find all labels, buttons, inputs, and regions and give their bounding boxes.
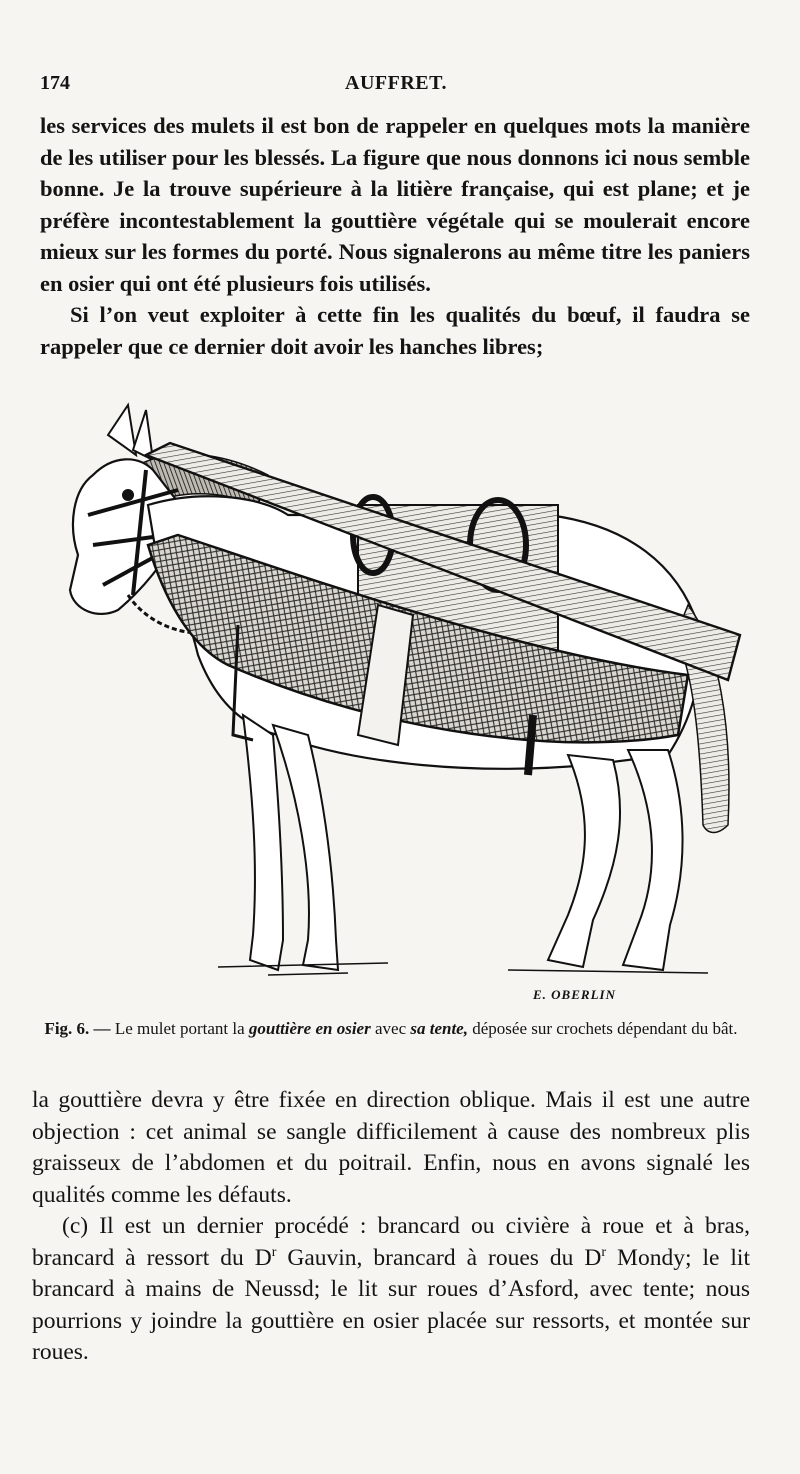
caption-italic: gouttière en osier [248, 1019, 371, 1038]
text-block-bottom [32, 1085, 750, 1369]
caption-text: déposée sur crochets dépendant du bât. [472, 1019, 738, 1038]
text-block-top [40, 110, 750, 362]
running-title: AUFFRET. [345, 72, 447, 94]
text-run: (c) Il est un dernier procédé : brancard ou civière à roue et à bras, brancard à ressort du D [32, 1213, 750, 1271]
page-number: 174 [40, 72, 70, 94]
figure-caption [32, 1017, 750, 1041]
caption-italic: sa tente, [410, 1019, 468, 1038]
superscript: r [601, 1243, 607, 1260]
artist-signature: E. OBERLIN [533, 987, 616, 1002]
paragraph [32, 1211, 750, 1369]
running-head [40, 72, 760, 100]
paragraph: les services des mulets il est bon de rappeler en quelques mots la manière de les utiliser pour les blessés. La figure que nous donnons ici nous semble bonne. Je la trouve supérieure à la litière française, qui est plane; et je préfère incontestablement la gouttière végétale qui se moulerait encore mieux sur les formes du porté. Nous signalerons au même titre les paniers en osier qui ont été plusieurs fois utilisés. [40, 113, 750, 296]
caption-text: avec [374, 1019, 407, 1038]
mule-engraving [28, 395, 758, 1010]
superscript: r [271, 1243, 277, 1260]
caption-label: Fig. 6. — [44, 1019, 111, 1038]
paragraph: la gouttière devra y être fixée en direction oblique. Mais il est une autre objection : cet animal se sangle difficilement à cause des nombreux plis graisseux de l’abdomen et du poitrail. Enfin, nous en avons signalé les qualités comme les défauts. [32, 1087, 750, 1208]
text-run: Gauvin, brancard à roues du D [276, 1244, 602, 1271]
text-run: Mondy; le lit brancard à mains de Neussd; le lit sur roues d’Asford, avec tente; nous pourrions y joindre la gouttière en osier placée sur ressorts, et montée sur roues. [32, 1244, 750, 1365]
caption-text: Le mulet portant la [114, 1019, 245, 1038]
figure-mule-illustration [28, 395, 758, 1010]
paragraph: Si l’on veut exploiter à cette fin les qualités du bœuf, il faudra se rappeler que ce dernier doit avoir les hanches libres; [40, 302, 750, 359]
